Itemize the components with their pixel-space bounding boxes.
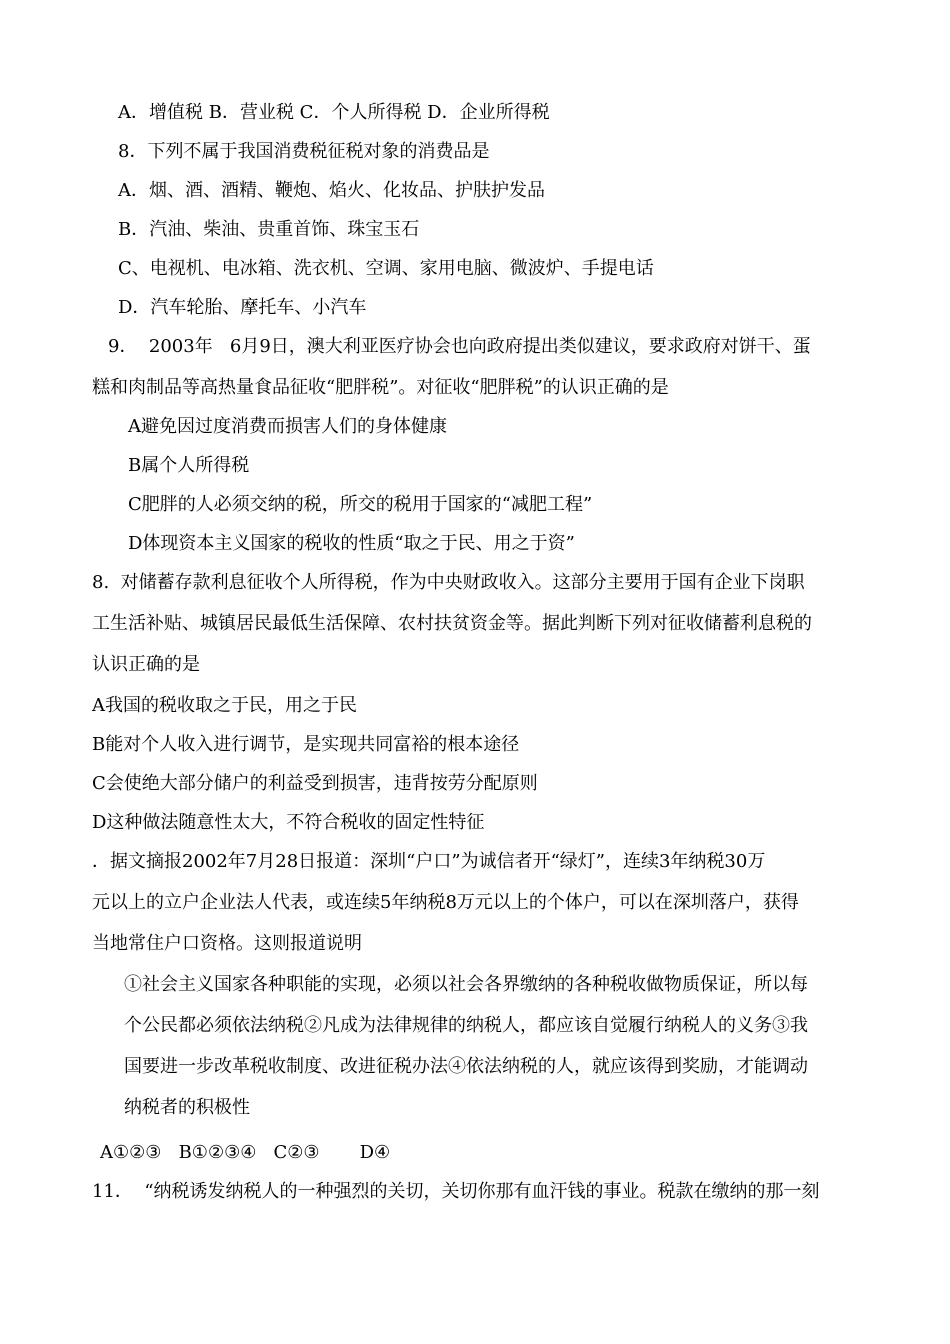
statement-line-1: ①社会主义国家各种职能的实现，必须以社会各界缴纳的各种税收做物质保证，所以每: [124, 974, 808, 995]
option-8b-a: A我国的税收取之于民，用之于民: [92, 695, 357, 716]
answer-choices-10: A①②③ B①②③④ C②③ D④: [100, 1142, 391, 1163]
options-q7: A．增值税 B．营业税 C．个人所得税 D．企业所得税: [118, 102, 550, 123]
option-9-d: D体现资本主义国家的税收的性质“取之于民、用之于资”: [128, 533, 575, 554]
question-9-line-2: 糕和肉制品等高热量食品征收“肥胖税”。对征收“肥胖税”的认识正确的是: [92, 377, 669, 398]
question-8b-line-1: 8. 对储蓄存款利息征收个人所得税，作为中央财政收入。这部分主要用于国有企业下岗职: [92, 572, 805, 593]
question-8b-line-3: 认识正确的是: [92, 654, 200, 675]
question-8-stem: 8．下列不属于我国消费税征税对象的消费品是: [118, 141, 490, 162]
question-9-line-1: 9． 2003年 6月9日，澳大利亚医疗协会也向政府提出类似建议，要求政府对饼干、蛋: [108, 336, 811, 357]
option-8b-d: D这种做法随意性太大，不符合税收的固定性特征: [92, 812, 485, 833]
question-10-line-3: 当地常住户口资格。这则报道说明: [92, 933, 362, 954]
option-9-c: C肥胖的人必须交纳的税，所交的税用于国家的“减肥工程”: [128, 494, 593, 515]
option-9-a: A避免因过度消费而损害人们的身体健康: [128, 416, 447, 437]
question-10-line-2: 元以上的立户企业法人代表，或连续5年纳税8万元以上的个体户，可以在深圳落户，获得: [92, 892, 799, 913]
option-8-d: D．汽车轮胎、摩托车、小汽车: [118, 297, 367, 318]
question-11-line-1: 11． “纳税诱发纳税人的一种强烈的关切，关切你那有血汗钱的事业。税款在缴纳的那一刻: [92, 1181, 820, 1202]
statement-line-2: 个公民都必须依法纳税②凡成为法律规律的纳税人，都应该自觉履行纳税人的义务③我: [124, 1015, 808, 1036]
option-8-c: C、电视机、电冰箱、洗衣机、空调、家用电脑、微波炉、手提电话: [118, 258, 654, 279]
option-8-b: B．汽油、柴油、贵重首饰、珠宝玉石: [118, 219, 420, 240]
statement-line-4: 纳税者的积极性: [124, 1097, 250, 1118]
option-8b-b: B能对个人收入进行调节，是实现共同富裕的根本途径: [92, 734, 520, 755]
question-10-line-1: ．据文摘报2002年7月28日报道：深圳“户口”为诚信者开“绿灯”，连续3年纳税30万: [92, 851, 766, 872]
option-8b-c: C会使绝大部分储户的利益受到损害，违背按劳分配原则: [92, 773, 538, 794]
statement-line-3: 国要进一步改革税收制度、改进征税办法④依法纳税的人，就应该得到奖励，才能调动: [124, 1056, 808, 1077]
question-8b-line-2: 工生活补贴、城镇居民最低生活保障、农村扶贫资金等。据此判断下列对征收储蓄利息税的: [92, 613, 812, 634]
option-8-a: A．烟、酒、酒精、鞭炮、焰火、化妆品、护肤护发品: [118, 180, 545, 201]
option-9-b: B属个人所得税: [128, 455, 250, 476]
